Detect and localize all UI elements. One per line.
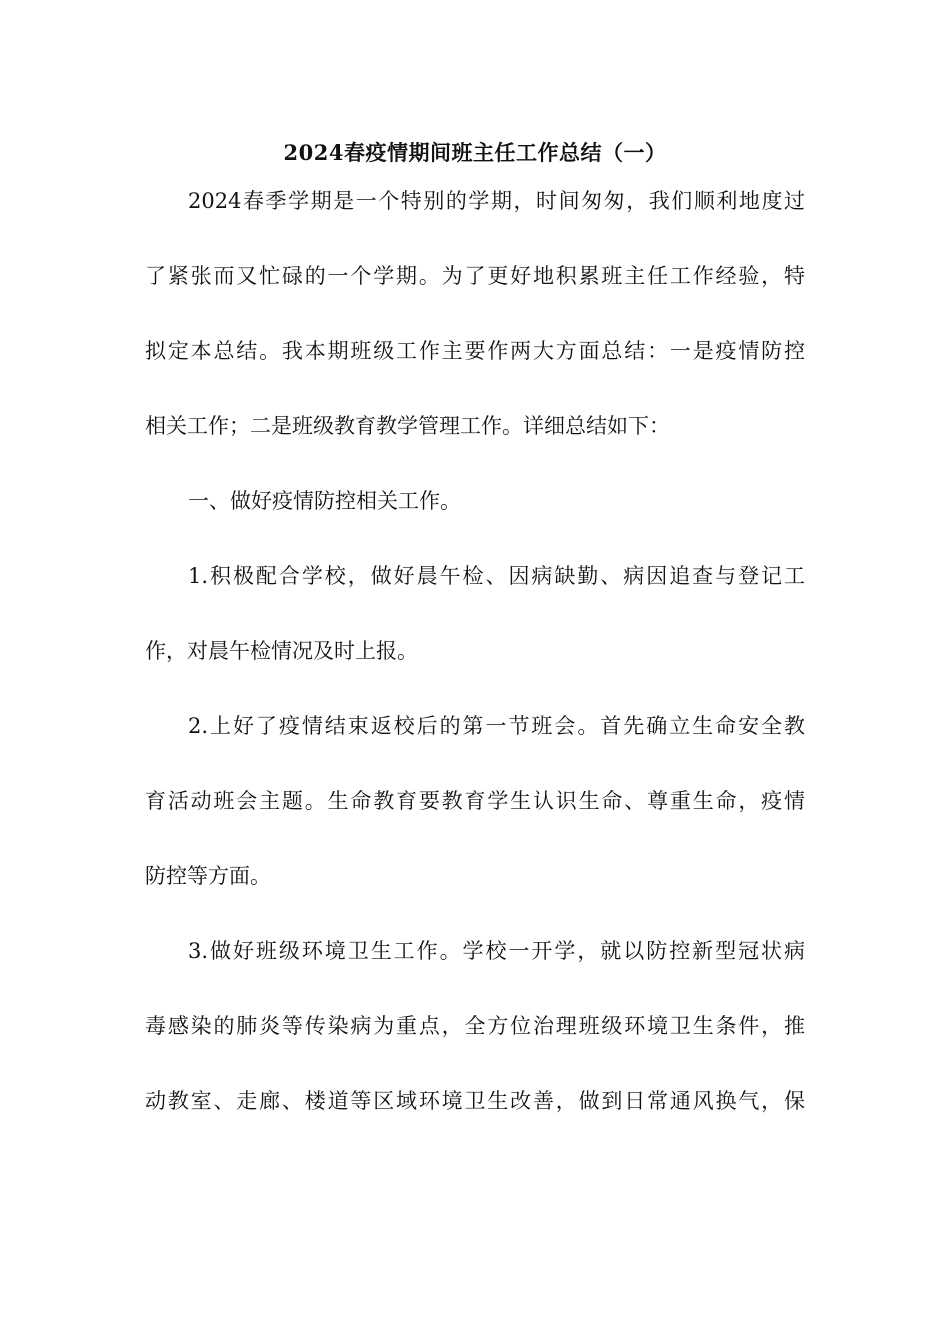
paragraph-line: 育活动班会主题。生命教育要教育学生认识生命、尊重生命，疫情 [145, 789, 805, 813]
paragraph-line: 1.积极配合学校，做好晨午检、因病缺勤、病因追查与登记工 [188, 564, 805, 588]
paragraph-line: 防控等方面。 [145, 864, 271, 888]
paragraph-line: 2024春季学期是一个特别的学期，时间匆匆，我们顺利地度过 [188, 189, 805, 213]
paragraph-line: 3.做好班级环境卫生工作。学校一开学，就以防控新型冠状病 [188, 939, 805, 963]
paragraph-line: 拟定本总结。我本期班级工作主要作两大方面总结：一是疫情防控 [145, 339, 805, 363]
document-title: 2024春疫情期间班主任工作总结（一） [283, 140, 667, 165]
paragraph-line: 相关工作；二是班级教育教学管理工作。详细总结如下： [145, 414, 670, 438]
paragraph-line: 2.上好了疫情结束返校后的第一节班会。首先确立生命安全教 [188, 714, 805, 738]
paragraph-line: 了紧张而又忙碌的一个学期。为了更好地积累班主任工作经验，特 [145, 264, 805, 288]
paragraph-line: 毒感染的肺炎等传染病为重点，全方位治理班级环境卫生条件，推 [145, 1014, 805, 1038]
paragraph-line: 动教室、走廊、楼道等区域环境卫生改善，做到日常通风换气，保 [145, 1089, 805, 1113]
section-heading: 一、做好疫情防控相关工作。 [188, 489, 461, 513]
paragraph-line: 作，对晨午检情况及时上报。 [145, 639, 418, 663]
